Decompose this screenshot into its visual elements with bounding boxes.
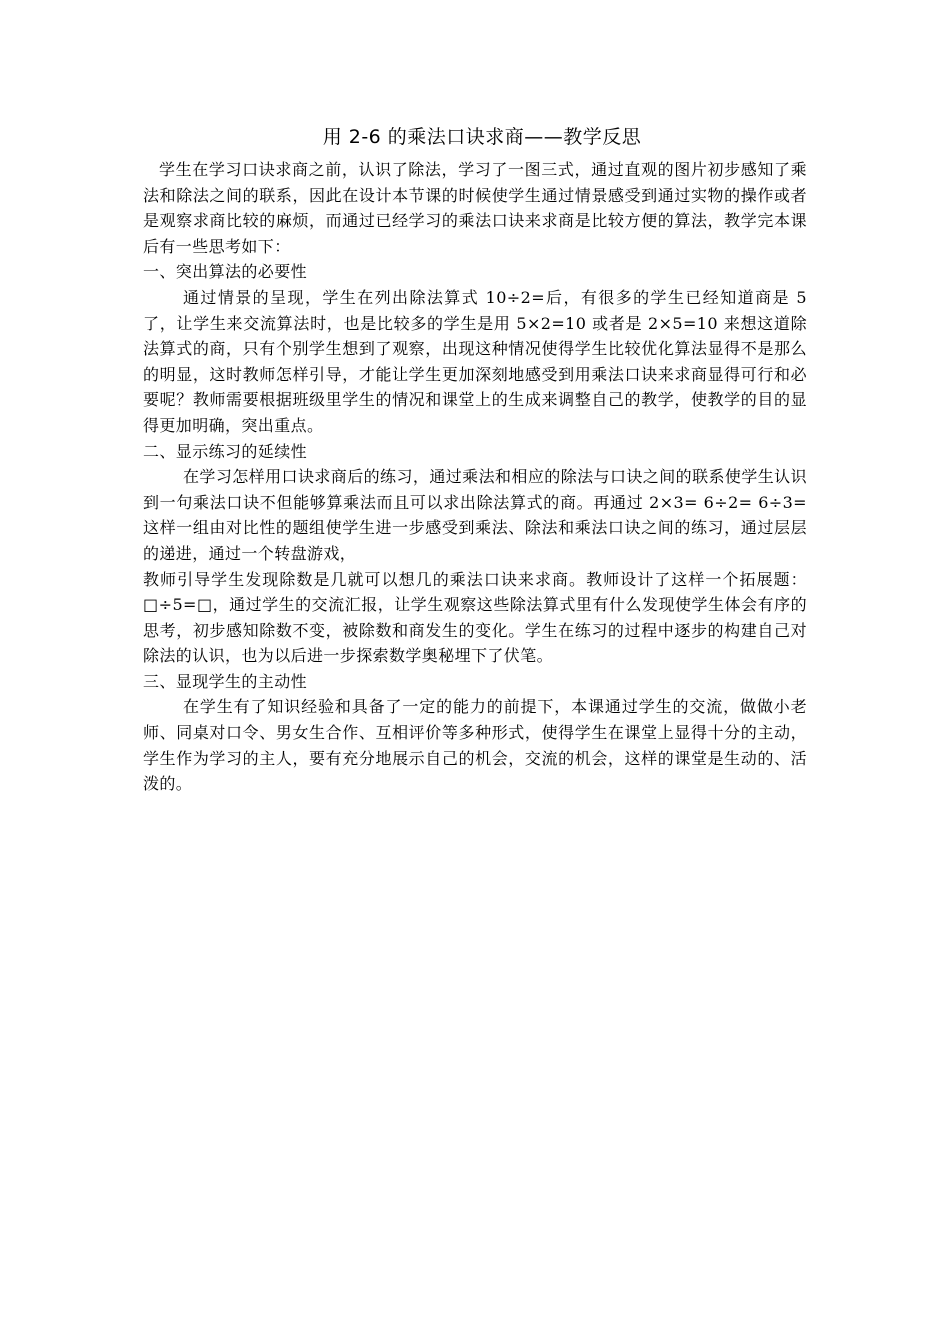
section-1-paragraph-1: 通过情景的呈现，学生在列出除法算式 10÷2=后，有很多的学生已经知道商是 5 了，让学生来交流算法时，也是比较多的学生是用 5×2=10 或者是 2×5=10 来想这道除法算式的商，只有个别学生想到了观察，出现这种情况使得学生比较优化算法显得不是那么的明显，这时教师怎样引导，才能让学生更加深刻地感受到用乘法口诀来求商显得可行和必要呢？教师需要根据班级里学生的情况和课堂上的生成来调整自己的教学，使教学的目的显得更加明确，突出重点。: [143, 287, 807, 435]
section-heading-2: 二、显示练习的延续性: [143, 441, 308, 461]
section-3-paragraph-1: 在学生有了知识经验和具备了一定的能力的前提下，本课通过学生的交流，做做小老师、同桌对口令、男女生合作、互相评价等多种形式，使得学生在课堂上显得十分的主动，学生作为学习的主人，要有充分地展示自己的机会，交流的机会，这样的课堂是生动的、活泼的。: [143, 697, 807, 794]
section-heading-1: 一、突出算法的必要性: [143, 262, 308, 282]
document-body: [143, 121, 807, 797]
document-title: 用 2-6 的乘法口诀求商——教学反思: [322, 126, 642, 148]
section-heading-3: 三、显现学生的主动性: [143, 671, 308, 691]
section-2-paragraph-2: 教师引导学生发现除数是几就可以想几的乘法口诀来求商。教师设计了这样一个拓展题：□÷5=□，通过学生的交流汇报，让学生观察这些除法算式里有什么发现使学生体会有序的思考，初步感知除数不变，被除数和商发生的变化。学生在练习的过程中逐步的构建自己对除法的认识，也为以后进一步探索数学奥秘埋下了伏笔。: [143, 569, 807, 666]
intro-paragraph: 学生在学习口诀求商之前，认识了除法，学习了一图三式，通过直观的图片初步感知了乘法和除法之间的联系，因此在设计本节课的时候使学生通过情景感受到通过实物的操作或者是观察求商比较的麻烦，而通过已经学习的乘法口诀来求商是比较方便的算法，教学完本课后有一些思考如下：: [143, 160, 807, 256]
section-2-paragraph-1: 在学习怎样用口诀求商后的练习，通过乘法和相应的除法与口诀之间的联系使学生认识到一句乘法口诀不但能够算乘法而且可以求出除法算式的商。再通过 2×3= 6÷2= 6÷3=这样一组由对比性的题组使学生进一步感受到乘法、除法和乘法口诀之间的练习，通过层层的递进，通过一个转盘游戏，: [143, 467, 807, 563]
